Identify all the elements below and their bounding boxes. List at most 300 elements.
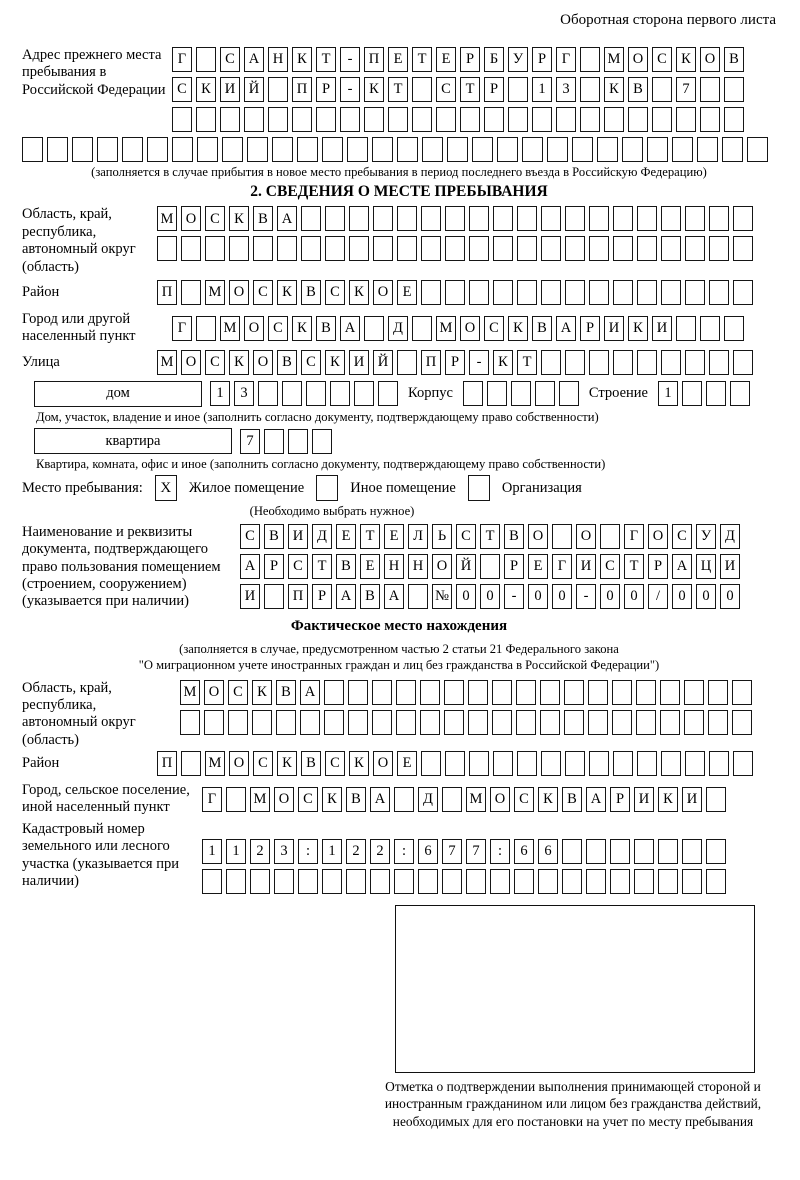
char-cell[interactable]: А: [244, 47, 264, 72]
char-cell[interactable]: К: [229, 350, 249, 375]
char-cell[interactable]: [588, 680, 608, 705]
char-cell[interactable]: И: [288, 524, 308, 549]
char-cell[interactable]: [422, 137, 443, 162]
char-cell[interactable]: [364, 316, 384, 341]
char-cell[interactable]: [397, 206, 417, 231]
char-cell[interactable]: [347, 137, 368, 162]
char-cell[interactable]: [298, 869, 318, 894]
char-cell[interactable]: И: [652, 316, 672, 341]
char-cell[interactable]: [700, 316, 720, 341]
char-cell[interactable]: [540, 710, 560, 735]
char-cell[interactable]: [661, 280, 681, 305]
char-cell[interactable]: [492, 710, 512, 735]
char-cell[interactable]: [685, 236, 705, 261]
char-cell[interactable]: [532, 107, 552, 132]
char-cell[interactable]: -: [469, 350, 489, 375]
char-cell[interactable]: А: [586, 787, 606, 812]
char-cell[interactable]: Р: [460, 47, 480, 72]
char-cell[interactable]: [469, 751, 489, 776]
char-cell[interactable]: [613, 280, 633, 305]
char-cell[interactable]: О: [274, 787, 294, 812]
char-cell[interactable]: К: [349, 280, 369, 305]
char-cell[interactable]: [733, 280, 753, 305]
char-cell[interactable]: И: [604, 316, 624, 341]
char-cell[interactable]: [637, 751, 657, 776]
char-cell[interactable]: [700, 77, 720, 102]
char-cell[interactable]: -: [340, 47, 360, 72]
char-cell[interactable]: [258, 381, 278, 406]
char-cell[interactable]: [709, 236, 729, 261]
char-cell[interactable]: [541, 236, 561, 261]
char-cell[interactable]: О: [244, 316, 264, 341]
char-cell[interactable]: [706, 869, 726, 894]
char-cell[interactable]: [306, 381, 326, 406]
checkbox-inoe[interactable]: [316, 475, 338, 501]
char-cell[interactable]: О: [253, 350, 273, 375]
char-cell[interactable]: [197, 137, 218, 162]
char-cell[interactable]: [445, 236, 465, 261]
char-cell[interactable]: Р: [610, 787, 630, 812]
char-cell[interactable]: [733, 751, 753, 776]
char-cell[interactable]: [628, 107, 648, 132]
char-cell[interactable]: [517, 280, 537, 305]
char-cell[interactable]: О: [648, 524, 668, 549]
char-cell[interactable]: О: [204, 680, 224, 705]
char-cell[interactable]: И: [634, 787, 654, 812]
char-cell[interactable]: Р: [504, 554, 524, 579]
char-cell[interactable]: [421, 206, 441, 231]
char-cell[interactable]: С: [436, 77, 456, 102]
char-cell[interactable]: [637, 280, 657, 305]
char-cell[interactable]: [372, 680, 392, 705]
char-cell[interactable]: [661, 206, 681, 231]
char-cell[interactable]: 3: [556, 77, 576, 102]
char-cell[interactable]: 2: [370, 839, 390, 864]
char-cell[interactable]: [541, 280, 561, 305]
char-cell[interactable]: В: [253, 206, 273, 231]
char-cell[interactable]: №: [432, 584, 452, 609]
char-cell[interactable]: А: [300, 680, 320, 705]
char-cell[interactable]: [222, 137, 243, 162]
checkbox-organizatsiya[interactable]: [468, 475, 490, 501]
char-cell[interactable]: [613, 350, 633, 375]
char-cell[interactable]: [463, 381, 483, 406]
char-cell[interactable]: [535, 381, 555, 406]
char-cell[interactable]: К: [604, 77, 624, 102]
char-cell[interactable]: [268, 77, 288, 102]
char-cell[interactable]: -: [576, 584, 596, 609]
char-cell[interactable]: 0: [720, 584, 740, 609]
char-cell[interactable]: К: [325, 350, 345, 375]
char-cell[interactable]: [508, 107, 528, 132]
char-cell[interactable]: [196, 107, 216, 132]
char-cell[interactable]: Д: [388, 316, 408, 341]
char-cell[interactable]: [264, 429, 284, 454]
char-cell[interactable]: Г: [172, 316, 192, 341]
char-cell[interactable]: [252, 710, 272, 735]
char-cell[interactable]: [610, 839, 630, 864]
char-cell[interactable]: С: [288, 554, 308, 579]
char-cell[interactable]: Т: [316, 47, 336, 72]
char-cell[interactable]: :: [394, 839, 414, 864]
char-cell[interactable]: [514, 869, 534, 894]
char-cell[interactable]: Н: [384, 554, 404, 579]
char-cell[interactable]: Ь: [432, 524, 452, 549]
char-cell[interactable]: М: [180, 680, 200, 705]
char-cell[interactable]: [538, 869, 558, 894]
char-cell[interactable]: [676, 107, 696, 132]
char-cell[interactable]: [349, 206, 369, 231]
char-cell[interactable]: [253, 236, 273, 261]
char-cell[interactable]: М: [220, 316, 240, 341]
char-cell[interactable]: [220, 107, 240, 132]
char-cell[interactable]: С: [672, 524, 692, 549]
char-cell[interactable]: А: [240, 554, 260, 579]
char-cell[interactable]: И: [220, 77, 240, 102]
char-cell[interactable]: К: [229, 206, 249, 231]
char-cell[interactable]: В: [628, 77, 648, 102]
char-cell[interactable]: К: [277, 280, 297, 305]
char-cell[interactable]: Т: [624, 554, 644, 579]
char-cell[interactable]: [516, 680, 536, 705]
char-cell[interactable]: [613, 206, 633, 231]
char-cell[interactable]: [420, 710, 440, 735]
char-cell[interactable]: Р: [264, 554, 284, 579]
char-cell[interactable]: [733, 350, 753, 375]
char-cell[interactable]: Т: [460, 77, 480, 102]
char-cell[interactable]: [580, 107, 600, 132]
char-cell[interactable]: А: [672, 554, 692, 579]
char-cell[interactable]: О: [181, 206, 201, 231]
char-cell[interactable]: С: [301, 350, 321, 375]
char-cell[interactable]: А: [384, 584, 404, 609]
char-cell[interactable]: А: [336, 584, 356, 609]
char-cell[interactable]: Т: [412, 47, 432, 72]
char-cell[interactable]: Д: [312, 524, 332, 549]
char-cell[interactable]: А: [277, 206, 297, 231]
char-cell[interactable]: К: [658, 787, 678, 812]
char-cell[interactable]: П: [421, 350, 441, 375]
char-cell[interactable]: В: [360, 584, 380, 609]
char-cell[interactable]: М: [157, 206, 177, 231]
char-cell[interactable]: [324, 680, 344, 705]
char-cell[interactable]: [372, 137, 393, 162]
char-cell[interactable]: [658, 839, 678, 864]
char-cell[interactable]: [421, 280, 441, 305]
char-cell[interactable]: [733, 206, 753, 231]
char-cell[interactable]: [196, 47, 216, 72]
char-cell[interactable]: И: [349, 350, 369, 375]
char-cell[interactable]: 1: [658, 381, 678, 406]
char-cell[interactable]: С: [298, 787, 318, 812]
char-cell[interactable]: [282, 381, 302, 406]
char-cell[interactable]: [330, 381, 350, 406]
char-cell[interactable]: [697, 137, 718, 162]
char-cell[interactable]: [660, 710, 680, 735]
char-cell[interactable]: В: [532, 316, 552, 341]
char-cell[interactable]: М: [250, 787, 270, 812]
char-cell[interactable]: С: [456, 524, 476, 549]
char-cell[interactable]: М: [205, 751, 225, 776]
char-cell[interactable]: [157, 236, 177, 261]
char-cell[interactable]: [724, 316, 744, 341]
char-cell[interactable]: [730, 381, 750, 406]
char-cell[interactable]: Е: [528, 554, 548, 579]
char-cell[interactable]: О: [373, 751, 393, 776]
char-cell[interactable]: М: [205, 280, 225, 305]
char-cell[interactable]: И: [720, 554, 740, 579]
char-cell[interactable]: О: [628, 47, 648, 72]
char-cell[interactable]: С: [253, 280, 273, 305]
char-cell[interactable]: [612, 710, 632, 735]
char-cell[interactable]: Е: [436, 47, 456, 72]
char-cell[interactable]: [97, 137, 118, 162]
char-cell[interactable]: [272, 137, 293, 162]
char-cell[interactable]: [388, 107, 408, 132]
char-cell[interactable]: В: [346, 787, 366, 812]
char-cell[interactable]: [637, 236, 657, 261]
char-cell[interactable]: 3: [234, 381, 254, 406]
char-cell[interactable]: [661, 350, 681, 375]
char-cell[interactable]: [312, 429, 332, 454]
char-cell[interactable]: Е: [360, 554, 380, 579]
char-cell[interactable]: [565, 751, 585, 776]
char-cell[interactable]: [684, 680, 704, 705]
char-cell[interactable]: Т: [388, 77, 408, 102]
char-cell[interactable]: [288, 429, 308, 454]
char-cell[interactable]: [610, 869, 630, 894]
char-cell[interactable]: [572, 137, 593, 162]
char-cell[interactable]: [264, 584, 284, 609]
char-cell[interactable]: О: [700, 47, 720, 72]
char-cell[interactable]: [460, 107, 480, 132]
char-cell[interactable]: В: [336, 554, 356, 579]
char-cell[interactable]: [493, 206, 513, 231]
char-cell[interactable]: [733, 236, 753, 261]
char-cell[interactable]: Г: [172, 47, 192, 72]
char-cell[interactable]: [354, 381, 374, 406]
char-cell[interactable]: К: [349, 751, 369, 776]
char-cell[interactable]: [562, 839, 582, 864]
char-cell[interactable]: К: [322, 787, 342, 812]
char-cell[interactable]: Е: [336, 524, 356, 549]
char-cell[interactable]: П: [364, 47, 384, 72]
char-cell[interactable]: О: [576, 524, 596, 549]
char-cell[interactable]: В: [562, 787, 582, 812]
char-cell[interactable]: [412, 316, 432, 341]
char-cell[interactable]: 3: [274, 839, 294, 864]
char-cell[interactable]: [676, 316, 696, 341]
checkbox-zhiloe[interactable]: X: [155, 475, 177, 501]
char-cell[interactable]: [47, 137, 68, 162]
char-cell[interactable]: [612, 680, 632, 705]
char-cell[interactable]: [181, 236, 201, 261]
char-cell[interactable]: В: [301, 751, 321, 776]
char-cell[interactable]: О: [229, 280, 249, 305]
char-cell[interactable]: К: [628, 316, 648, 341]
char-cell[interactable]: [597, 137, 618, 162]
char-cell[interactable]: [325, 206, 345, 231]
char-cell[interactable]: [469, 280, 489, 305]
char-cell[interactable]: [732, 680, 752, 705]
char-cell[interactable]: [22, 137, 43, 162]
char-cell[interactable]: [685, 751, 705, 776]
char-cell[interactable]: 0: [624, 584, 644, 609]
char-cell[interactable]: [685, 206, 705, 231]
char-cell[interactable]: Н: [408, 554, 428, 579]
char-cell[interactable]: С: [172, 77, 192, 102]
char-cell[interactable]: [468, 710, 488, 735]
char-cell[interactable]: К: [538, 787, 558, 812]
char-cell[interactable]: [472, 137, 493, 162]
char-cell[interactable]: И: [576, 554, 596, 579]
char-cell[interactable]: [346, 869, 366, 894]
char-cell[interactable]: [600, 524, 620, 549]
char-cell[interactable]: [412, 77, 432, 102]
char-cell[interactable]: [589, 751, 609, 776]
char-cell[interactable]: Е: [384, 524, 404, 549]
char-cell[interactable]: С: [484, 316, 504, 341]
char-cell[interactable]: [564, 680, 584, 705]
char-cell[interactable]: Т: [480, 524, 500, 549]
char-cell[interactable]: 0: [696, 584, 716, 609]
char-cell[interactable]: 0: [552, 584, 572, 609]
char-cell[interactable]: Г: [552, 554, 572, 579]
char-cell[interactable]: А: [556, 316, 576, 341]
char-cell[interactable]: [447, 137, 468, 162]
char-cell[interactable]: К: [277, 751, 297, 776]
char-cell[interactable]: Е: [397, 280, 417, 305]
char-cell[interactable]: Б: [484, 47, 504, 72]
char-cell[interactable]: Г: [624, 524, 644, 549]
char-cell[interactable]: [709, 350, 729, 375]
char-cell[interactable]: [637, 206, 657, 231]
char-cell[interactable]: [205, 236, 225, 261]
char-cell[interactable]: [565, 236, 585, 261]
char-cell[interactable]: 0: [528, 584, 548, 609]
char-cell[interactable]: [493, 280, 513, 305]
char-cell[interactable]: [684, 710, 704, 735]
char-cell[interactable]: И: [240, 584, 260, 609]
char-cell[interactable]: [480, 554, 500, 579]
char-cell[interactable]: [517, 236, 537, 261]
char-cell[interactable]: [420, 680, 440, 705]
char-cell[interactable]: [522, 137, 543, 162]
char-cell[interactable]: [724, 107, 744, 132]
char-cell[interactable]: Е: [397, 751, 417, 776]
char-cell[interactable]: [547, 137, 568, 162]
char-cell[interactable]: [340, 107, 360, 132]
char-cell[interactable]: Г: [202, 787, 222, 812]
char-cell[interactable]: Е: [388, 47, 408, 72]
char-cell[interactable]: П: [157, 280, 177, 305]
char-cell[interactable]: 1: [226, 839, 246, 864]
char-cell[interactable]: П: [157, 751, 177, 776]
char-cell[interactable]: [147, 137, 168, 162]
char-cell[interactable]: [204, 710, 224, 735]
char-cell[interactable]: К: [196, 77, 216, 102]
char-cell[interactable]: -: [340, 77, 360, 102]
char-cell[interactable]: Р: [648, 554, 668, 579]
char-cell[interactable]: С: [253, 751, 273, 776]
char-cell[interactable]: Т: [517, 350, 537, 375]
char-cell[interactable]: [250, 869, 270, 894]
char-cell[interactable]: [634, 869, 654, 894]
char-cell[interactable]: 2: [346, 839, 366, 864]
char-cell[interactable]: [492, 680, 512, 705]
char-cell[interactable]: [247, 137, 268, 162]
char-cell[interactable]: [421, 751, 441, 776]
char-cell[interactable]: [709, 751, 729, 776]
char-cell[interactable]: [556, 107, 576, 132]
char-cell[interactable]: 1: [210, 381, 230, 406]
char-cell[interactable]: [565, 350, 585, 375]
char-cell[interactable]: К: [364, 77, 384, 102]
char-cell[interactable]: [300, 710, 320, 735]
char-cell[interactable]: 2: [250, 839, 270, 864]
char-cell[interactable]: [724, 77, 744, 102]
char-cell[interactable]: У: [508, 47, 528, 72]
char-cell[interactable]: О: [181, 350, 201, 375]
char-cell[interactable]: [373, 236, 393, 261]
char-cell[interactable]: В: [301, 280, 321, 305]
char-cell[interactable]: [589, 280, 609, 305]
char-cell[interactable]: К: [676, 47, 696, 72]
char-cell[interactable]: С: [268, 316, 288, 341]
char-cell[interactable]: [497, 137, 518, 162]
char-cell[interactable]: [468, 680, 488, 705]
char-cell[interactable]: [324, 710, 344, 735]
char-cell[interactable]: [647, 137, 668, 162]
char-cell[interactable]: 6: [514, 839, 534, 864]
char-cell[interactable]: [634, 839, 654, 864]
char-cell[interactable]: С: [240, 524, 260, 549]
char-cell[interactable]: [622, 137, 643, 162]
char-cell[interactable]: [613, 236, 633, 261]
char-cell[interactable]: [349, 236, 369, 261]
char-cell[interactable]: [484, 107, 504, 132]
char-cell[interactable]: [708, 710, 728, 735]
char-cell[interactable]: Й: [373, 350, 393, 375]
char-cell[interactable]: [445, 751, 465, 776]
char-cell[interactable]: [709, 206, 729, 231]
char-cell[interactable]: [277, 236, 297, 261]
char-cell[interactable]: [685, 280, 705, 305]
char-cell[interactable]: Й: [456, 554, 476, 579]
char-cell[interactable]: [493, 236, 513, 261]
char-cell[interactable]: 6: [418, 839, 438, 864]
char-cell[interactable]: [408, 584, 428, 609]
char-cell[interactable]: О: [432, 554, 452, 579]
char-cell[interactable]: [196, 316, 216, 341]
char-cell[interactable]: [580, 47, 600, 72]
char-cell[interactable]: [301, 236, 321, 261]
char-cell[interactable]: 7: [466, 839, 486, 864]
char-cell[interactable]: [445, 206, 465, 231]
char-cell[interactable]: 6: [538, 839, 558, 864]
char-cell[interactable]: [559, 381, 579, 406]
char-cell[interactable]: [274, 869, 294, 894]
char-cell[interactable]: [637, 350, 657, 375]
char-cell[interactable]: Ц: [696, 554, 716, 579]
char-cell[interactable]: [511, 381, 531, 406]
char-cell[interactable]: [517, 206, 537, 231]
char-cell[interactable]: 1: [532, 77, 552, 102]
char-cell[interactable]: А: [340, 316, 360, 341]
char-cell[interactable]: В: [264, 524, 284, 549]
char-cell[interactable]: [709, 280, 729, 305]
char-cell[interactable]: К: [292, 47, 312, 72]
